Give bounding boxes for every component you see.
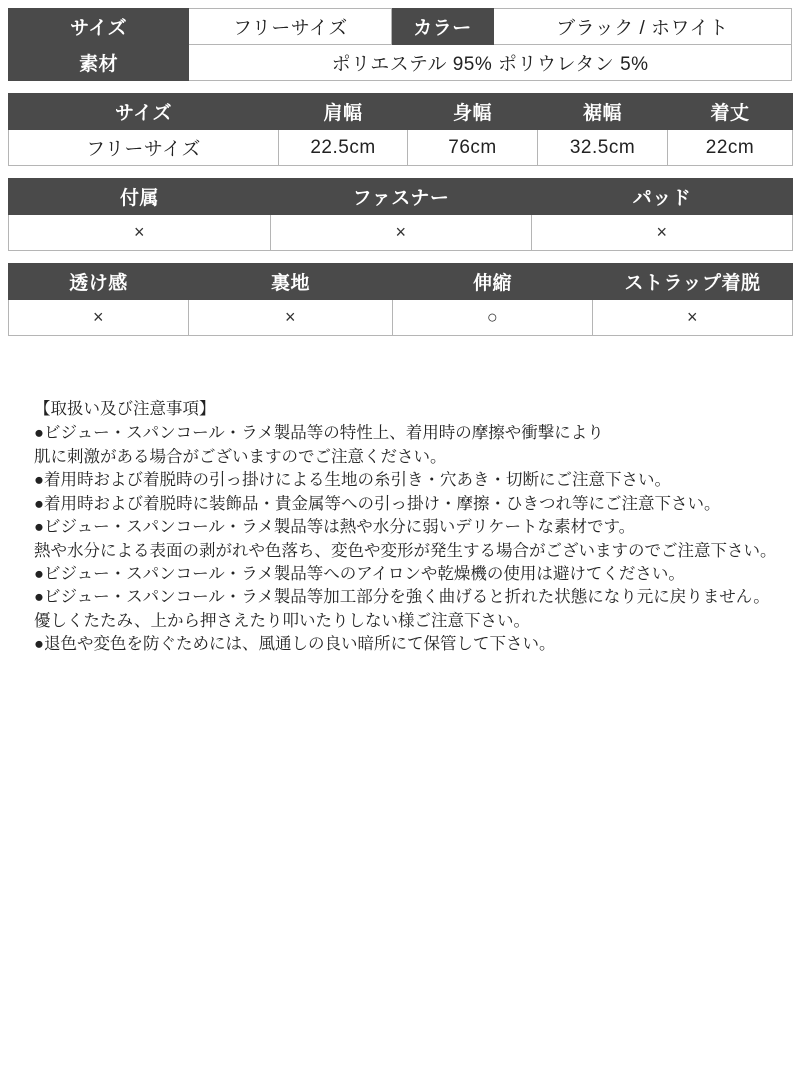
feature-value-sheerness: ×: [9, 300, 189, 336]
care-note-line: ●ビジュー・スパンコール・ラメ製品等加工部分を強く曲げると折れた状態になり元に戻りません。: [34, 588, 770, 607]
feature-table-fabric: [8, 263, 793, 336]
feature-header-pad: パッド: [532, 179, 793, 215]
care-note-line: 肌に刺激がある場合がございますのでご注意ください。: [34, 447, 447, 466]
care-note-line: ●ビジュー・スパンコール・ラメ製品等は熱や水分に弱いデリケートな素材です。: [34, 518, 636, 537]
care-note-line: ●ビジュー・スパンコール・ラメ製品等へのアイロンや乾燥機の使用は避けてください。: [34, 564, 685, 583]
measure-header-hem: 裾幅: [538, 94, 668, 130]
table-row: [9, 215, 793, 251]
spec-material-header: 素材: [9, 45, 189, 81]
table-row: [9, 45, 792, 81]
feature-header-stretch: 伸縮: [393, 264, 593, 300]
measure-value-length: 22cm: [668, 130, 793, 166]
measure-value-hem: 32.5cm: [538, 130, 668, 166]
measure-value-shoulder: 22.5cm: [279, 130, 408, 166]
spec-color-value: ブラック / ホワイト: [493, 9, 791, 45]
measure-value-bust: 76cm: [408, 130, 538, 166]
measurement-table: [8, 93, 793, 166]
feature-value-accessory: ×: [9, 215, 271, 251]
table-row: [9, 300, 793, 336]
care-notes: [8, 398, 792, 657]
measure-header-shoulder: 肩幅: [279, 94, 408, 130]
table-row: [9, 130, 793, 166]
spec-size-header: サイズ: [9, 9, 189, 45]
spec-table: [8, 8, 792, 81]
feature-header-strap: ストラップ着脱: [593, 264, 793, 300]
care-note-line: ●退色や変色を防ぐためには、風通しの良い暗所にて保管して下さい。: [34, 635, 556, 654]
care-note-line: ●着用時および着脱時の引っ掛けによる生地の糸引き・穴あき・切断にご注意下さい。: [34, 471, 671, 490]
care-note-line: 優しくたたみ、上から押さえたり叩いたりしない様ご注意下さい。: [34, 611, 530, 630]
table-row: [9, 9, 792, 45]
care-note-line: ●着用時および着脱時に装飾品・貴金属等への引っ掛け・摩擦・ひきつれ等にご注意下さい。: [34, 494, 721, 513]
feature-header-accessory: 付属: [9, 179, 271, 215]
measure-header-bust: 身幅: [408, 94, 538, 130]
table-row: [9, 264, 793, 300]
spec-color-header: カラー: [392, 9, 493, 45]
spec-size-value: フリーサイズ: [189, 9, 392, 45]
measure-header-length: 着丈: [668, 94, 793, 130]
care-notes-title: 【取扱い及び注意事項】: [34, 400, 216, 418]
feature-table-accessories: [8, 178, 793, 251]
feature-value-strap: ×: [593, 300, 793, 336]
care-note-line: 熱や水分による表面の剥がれや色落ち、変色や変形が発生する場合がございますのでご注意下さい。: [34, 541, 777, 560]
spec-material-value: ポリエステル 95% ポリウレタン 5%: [189, 45, 792, 81]
feature-value-pad: ×: [532, 215, 793, 251]
feature-header-sheerness: 透け感: [9, 264, 189, 300]
measure-header-size: サイズ: [9, 94, 279, 130]
care-note-line: ●ビジュー・スパンコール・ラメ製品等の特性上、着用時の摩擦や衝撃により: [34, 424, 604, 443]
table-row: [9, 94, 793, 130]
table-row: [9, 179, 793, 215]
feature-header-zipper: ファスナー: [271, 179, 532, 215]
feature-value-zipper: ×: [271, 215, 532, 251]
feature-value-stretch: ○: [393, 300, 593, 336]
feature-value-lining: ×: [189, 300, 393, 336]
feature-header-lining: 裏地: [189, 264, 393, 300]
measure-value-size: フリーサイズ: [9, 130, 279, 166]
